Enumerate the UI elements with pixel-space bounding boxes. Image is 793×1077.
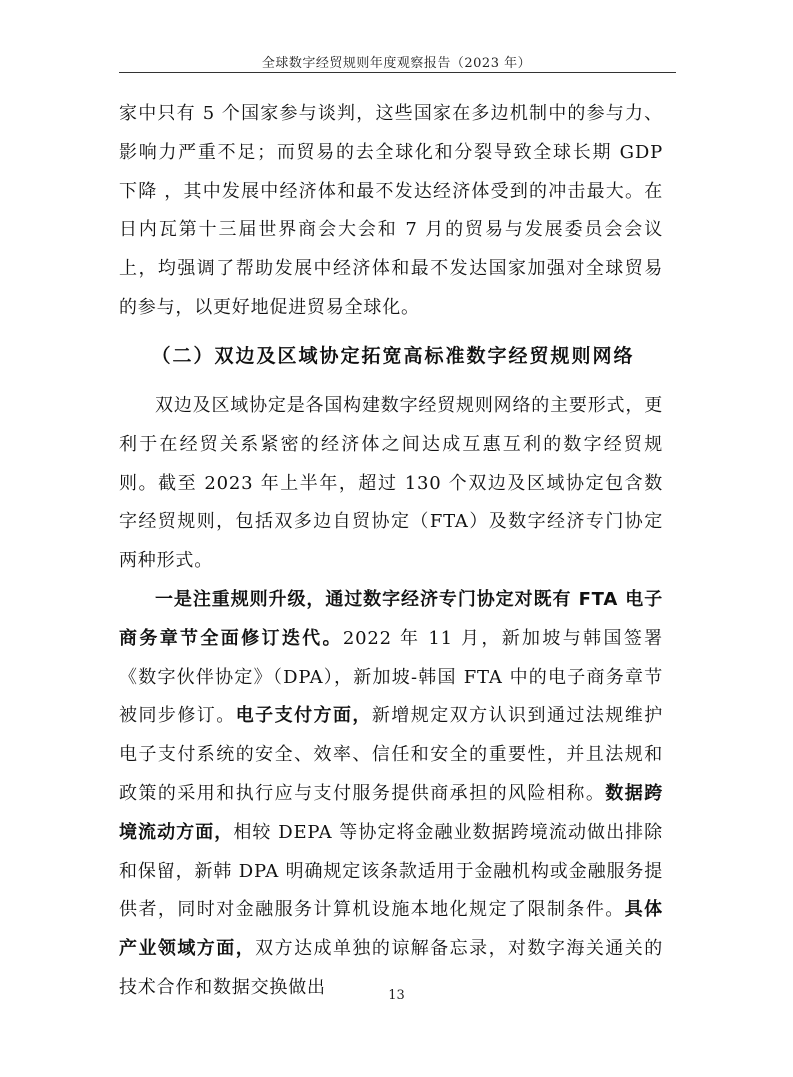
paragraph-text: 家中只有 5 个国家参与谈判，这些国家在多边机制中的参与力、影响力严重不足；而贸易的去全球化和分裂导致全球长期 GDP 下降 ，其中发展中经济体和最不发达经济体受到的冲击最大。在日内瓦第十三届世界商会大会和 7 月的贸易与发展委员会会议上，均强调了帮助发展中经济体和最不发达国家加强对全球贸易的参与，以更好地促进贸易全球化。 [119, 103, 663, 318]
paragraph-text: 双方达成单独的谅解备忘录，对数字海关通关的技术合作和数据交换做出 [119, 938, 663, 998]
paragraph-rule-upgrade [119, 581, 663, 1008]
paragraph-text: 2022 年 11 月，新加坡与韩国签署《数字伙伴协定》（DPA），新加坡-韩国 FTA 中的电子商务章节被同步修订。 [119, 627, 663, 727]
header-divider [119, 72, 676, 73]
paragraph-continuation [119, 95, 663, 328]
body-section [119, 387, 663, 1008]
bold-topic-industry: 具体产业领域方面， [119, 899, 663, 960]
page-number: 13 [388, 988, 405, 1003]
paragraph-text: 相较 DEPA 等协定将金融业数据跨境流动做出排除和保留，新韩 DPA 明确规定该条款适用于金融机构或金融服务提供者，同时对金融服务计算机设施本地化规定了限制条件。 [119, 821, 663, 921]
section-heading: （二）双边及区域协定拓宽高标准数字经贸规则网络 [151, 345, 635, 367]
paragraph-text: 新增规定双方认识到通过法规维护电子支付系统的安全、效率、信任和安全的重要性，并且法规和政策的采用和执行应与支付服务提供商承担的风险相称。 [119, 705, 664, 804]
paragraph-intro: 双边及区域协定是各国构建数字经贸规则网络的主要形式，更利于在经贸关系紧密的经济体之间达成互惠互利的数字经贸规则。截至 2023 年上半年，超过 130 个双边及区域协定包含数字经贸规则，包括双多边自贸协定（FTA）及数字经济专门协定两种形式。 [119, 395, 663, 572]
bold-topic-data-flow: 数据跨境流动方面， [119, 782, 663, 843]
bold-lead-sentence: 一是注重规则升级，通过数字经济专门协定对既有 FTA 电子商务章节全面修订迭代。 [119, 588, 663, 649]
running-header: 全球数字经贸规则年度观察报告（2023 年） [261, 56, 532, 71]
bold-topic-payments: 电子支付方面， [235, 705, 372, 727]
